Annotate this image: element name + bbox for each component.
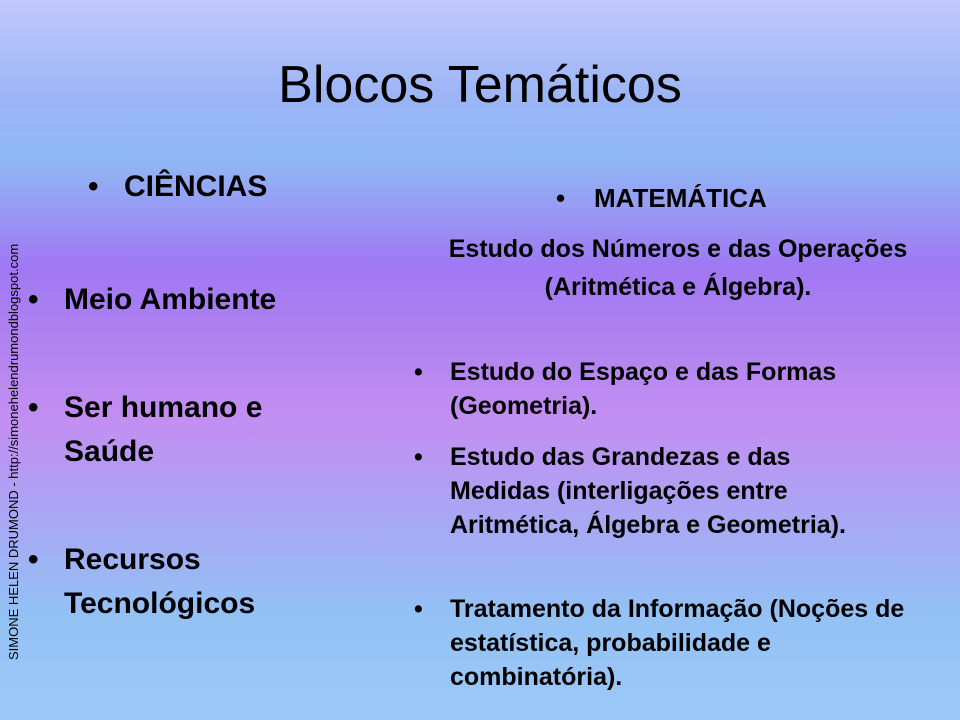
matematica-item	[414, 440, 944, 542]
ciencias-heading-label: CIÊNCIAS	[124, 170, 268, 203]
matematica-item	[414, 592, 944, 694]
bullet-icon: •	[414, 358, 423, 386]
matematica-heading	[556, 183, 767, 214]
matematica-item-label: Estudo das Grandezas e das Medidas (interligações entre Aritmética, Álgebra e Geometria).	[450, 443, 846, 539]
bullet-icon: •	[28, 283, 39, 316]
ciencias-heading	[88, 170, 267, 204]
slide-title: Blocos Temáticos	[278, 56, 682, 114]
ciencias-item-label: Recursos Tecnológicos	[64, 543, 256, 620]
matematica-heading-label: MATEMÁTICA	[594, 183, 767, 213]
bullet-icon: •	[28, 391, 39, 424]
bullet-icon: •	[28, 543, 39, 576]
matematica-item-label: Estudo do Espaço e das Formas (Geometria).	[450, 358, 837, 420]
bullet-icon: •	[88, 170, 99, 203]
ciencias-item	[28, 278, 276, 322]
bullet-icon: •	[414, 443, 423, 471]
ciencias-item	[28, 538, 368, 626]
matematica-item	[414, 355, 944, 423]
ciencias-item-label: Ser humano e Saúde	[64, 391, 263, 468]
matematica-intro: Estudo dos Números e das Operações (Aritmética e Álgebra).	[448, 235, 908, 301]
bullet-icon: •	[414, 595, 423, 623]
credit-text: SIMONE HELEN DRUMOND - http://simonehelendrumondblogspot.com	[6, 243, 21, 660]
ciencias-item	[28, 386, 368, 474]
matematica-item-label: Tratamento da Informação (Noções de estatística, probabilidade e combinatória).	[450, 595, 905, 691]
bullet-icon: •	[556, 183, 566, 213]
ciencias-item-label: Meio Ambiente	[64, 283, 277, 316]
